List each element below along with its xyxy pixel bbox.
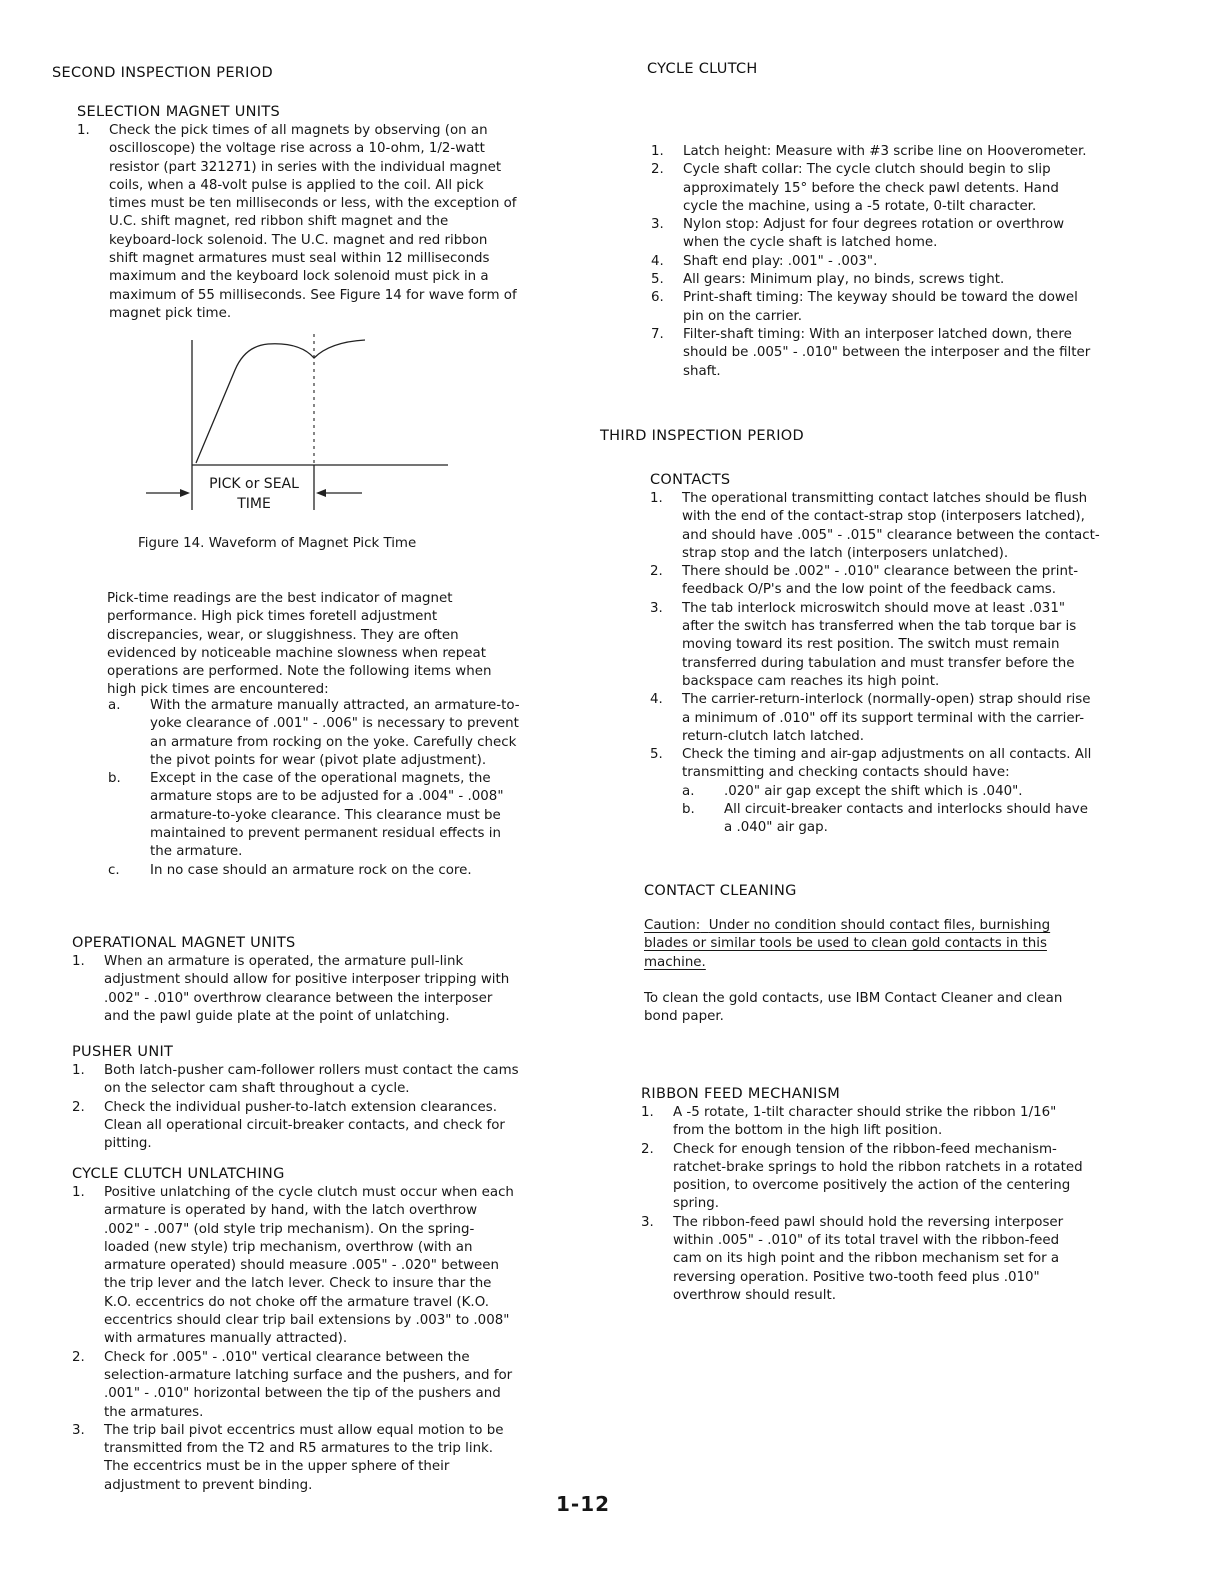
section-title: SELECTION MAGNET UNITS (77, 104, 281, 120)
list-item: 1. Check the pick times of all magnets by observing (on an oscilloscope) the voltage rise across a 10-ohm, 1/2-watt resistor (part 321271) in series with the individual magnet coils, when a 48-volt pulse is applied to the coil. All pick times must be ten milliseconds or less, with the exception of U.C. shift magnet, red ribbon shift magnet and the keyboard-lock solenoid. The U.C. magnet and red ribbon shift magnet armatures must seal within 12 milliseconds maximum and the keyboard lock solenoid must pick in a maximum of 55 milliseconds. See Figure 14 for wave form of magnet pick time. (77, 123, 517, 321)
list-item: 2. Check for .005" - .010" vertical clearance between the selection-armature latching surface and the pushers, and for .001" - .010" horizontal between the tip of the pushers and the armatures. (72, 1349, 513, 1420)
figure-label: PICK or SEAL TIME (209, 476, 299, 512)
list-item: 7. Filter-shaft timing: With an interposer latched down, there should be .005" - .010" between the interposer and the filter shaft. (651, 326, 1091, 379)
list-item: b. All circuit-breaker contacts and interlocks should have a .040" air gap. (682, 802, 1088, 836)
section-title: CONTACTS (650, 472, 731, 488)
list-item: 5. Check the timing and air-gap adjustments on all contacts. All transmitting and checking contacts should have: a. .020" air gap except the shift which is .040". b. All circuit-breaker contacts and interlocks should have a .040" air gap. (650, 746, 1100, 837)
section-title: CONTACT CLEANING (644, 883, 797, 899)
ribbon-list (641, 1104, 1087, 1305)
list-item: 1. When an armature is operated, the armature pull-link adjustment should allow for positive interposer tripping with .002" - .010" overthrow clearance between the interposer and the pawl guide plate at the point of unlatching. (72, 954, 510, 1024)
list-item: 6. Print-shaft timing: The keyway should be toward the dowel pin on the carrier. (651, 290, 1078, 324)
list-item: 3. The trip bail pivot eccentrics must allow equal motion to be transmitted from the T2 and R5 armatures to the trip link. The eccentrics must be in the upper sphere of their adjustment to prevent binding. (72, 1422, 504, 1493)
list-item: c. In no case should an armature rock on the core. (108, 862, 472, 878)
page-number: 1-12 (556, 1492, 611, 1516)
heading-cycle-clutch: CYCLE CLUTCH (647, 61, 758, 77)
pick-time-section (107, 590, 517, 700)
section-cycle-clutch-unlatching (72, 1166, 517, 1495)
pick-time-list-wrap (108, 697, 522, 880)
section-pusher-unit (72, 1044, 522, 1153)
list-item: 1. Latch height: Measure with #3 scribe line on Hooverometer. (651, 144, 1087, 159)
pick-time-list (108, 697, 522, 880)
list-item: 5. All gears: Minimum play, no binds, screws tight. (651, 272, 1005, 288)
heading-third-inspection: THIRD INSPECTION PERIOD (600, 428, 804, 444)
list-item: 2. Check for enough tension of the ribbon-feed mechanism-ratchet-brake springs to hold the ribbon ratchets in a rotated position, to overcome positively the action of the centering spring. (641, 1141, 1083, 1212)
heading-second-inspection: SECOND INSPECTION PERIOD (52, 65, 273, 81)
section-operational-magnet-units (72, 935, 517, 1026)
section-title: RIBBON FEED MECHANISM (641, 1086, 841, 1102)
cleaning-paragraph: To clean the gold contacts, use IBM Contact Cleaner and clean bond paper. (644, 990, 1063, 1025)
section-contacts (650, 472, 1100, 838)
list-item: 2. Check the individual pusher-to-latch extension clearances. Clean all operational circuit-breaker contacts, and check for pitting. (72, 1099, 505, 1152)
section-title: CYCLE CLUTCH UNLATCHING (72, 1166, 285, 1182)
caution-note: Caution: Under no condition should contact files, burnishing blades or similar tools be used to clean gold contacts in this machine. (644, 918, 1051, 970)
list-item: 1. Both latch-pusher cam-follower rollers must contact the cams on the selector cam shaft throughout a cycle. (72, 1063, 519, 1097)
pick-time-paragraph: Pick-time readings are the best indicator of magnet performance. High pick times foretell adjustment discrepancies, wear, or sluggishness. They are often evidenced by noticeable machine slowness when repeat operations are performed. Note the following items when high pick times are encountered: (107, 591, 492, 698)
list-item: 4. The carrier-return-interlock (normally-open) strap should rise a minimum of .010" off its support terminal with the carrier-return-clutch latch latched. (650, 692, 1091, 744)
list-item: 1. A -5 rotate, 1-tilt character should strike the ribbon 1/16" from the bottom in the high lift position. (641, 1105, 1057, 1139)
section-selection-magnet-units (77, 104, 517, 323)
section-title: OPERATIONAL MAGNET UNITS (72, 935, 296, 951)
section-cycle-clutch (651, 143, 1091, 381)
section-contact-cleaning (644, 883, 1090, 1026)
cycle-clutch-list (651, 143, 1091, 381)
list-item: 2. Cycle shaft collar: The cycle clutch should begin to slip approximately 15° before the check pawl detents. Hand cycle the machine, using a -5 rotate, 0-tilt character. (651, 162, 1059, 214)
list-item: 3. Nylon stop: Adjust for four degrees rotation or overthrow when the cycle shaft is latched home. (651, 217, 1065, 251)
operational-list (72, 953, 517, 1026)
list-item: 1. The operational transmitting contact latches should be flush with the end of the contact-strap stop (interposers latched), and should have .005" - .015" clearance between the contact-strap stop and the latch (interposers unlatched). (650, 491, 1100, 561)
list-item: 4. Shaft end play: .001" - .003". (651, 253, 878, 269)
pusher-list (72, 1062, 522, 1153)
selection-list (77, 122, 517, 323)
list-item: b. Except in the case of the operational magnets, the armature stops are to be adjusted for a .004" - .008" armature-to-yoke clearance. This clearance must be maintained to prevent permanent residual effects in the armature. (108, 771, 504, 860)
list-item: a. .020" air gap except the shift which is .040". (682, 783, 1023, 799)
waveform-curve (196, 340, 365, 463)
section-title: PUSHER UNIT (72, 1044, 174, 1060)
list-item: 3. The ribbon-feed pawl should hold the reversing interposer within .005" - .010" of its total travel with the ribbon-feed cam on its high point and the ribbon mechanism set for a reversing operation. Positive two-tooth feed plus .010" overthrow should result. (641, 1214, 1064, 1303)
figure-caption: Figure 14. Waveform of Magnet Pick Time (138, 536, 417, 551)
cycle-unlatching-list (72, 1184, 517, 1495)
contacts-list (650, 490, 1100, 838)
list-item: 3. The tab interlock microswitch should move at least .031" after the switch has transferred when the tab torque bar is moving toward its rest position. The switch must remain transferred during tabulation and must transfer before the backspace cam reaches its high point. (650, 600, 1077, 689)
list-item: 2. There should be .002" - .010" clearance between the print-feedback O/P's and the low point of the feedback cams. (650, 564, 1079, 598)
list-item: 1. Positive unlatching of the cycle clutch must occur when each armature is operated by hand, with the latch overthrow .002" - .007" (old style trip mechanism). On the spring-loaded (new style) trip mechanism, overthrow (with an armature operated) should measure .005" - .020" between the trip lever and the latch lever. Check to insure thar the K.O. eccentrics do not choke off the armature travel (K.O. eccentrics should clear trip bail extensions by .003" to .008" with armatures manually attracted). (72, 1185, 514, 1347)
section-ribbon-feed (641, 1086, 1087, 1305)
list-item: a. With the armature manually attracted, an armature-to-yoke clearance of .001" - .006" is necessary to prevent an armature from rocking on the yoke. Carefully check the pivot points for wear (pivot plate adjustment). (108, 698, 520, 768)
contacts-sub-list (682, 783, 1100, 838)
